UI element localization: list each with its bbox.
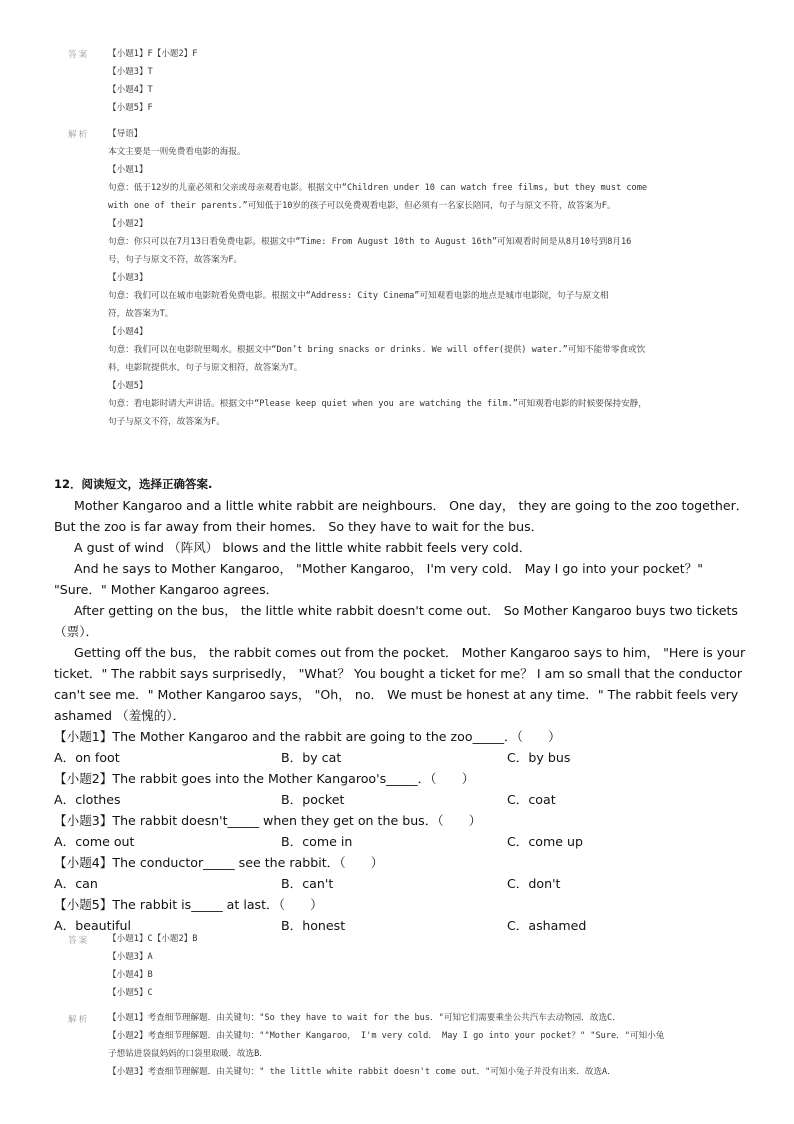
passage-paragraph: After getting on the bus， the little white rabbit doesn't come out． So Mother Kangaroo buys two tickets （票）． <box>54 603 738 639</box>
analysis-line: 【小题5】 <box>108 381 148 391</box>
passage-paragraph: Mother Kangaroo and a little white rabbit are neighbours． One day， they are going to the zoo together． But the zoo is far away from their homes． So they have to wait for the bus． <box>54 498 749 534</box>
analysis-line: 句意：我们可以在城市电影院看免费电影。根据文中“Address: City Cinema”可知观看电影的地点是城市电影院，句子与原文相 <box>108 291 609 301</box>
analysis-line: 句意：我们可以在电影院里喝水。根据文中“Don’t bring snacks or drinks. We will offer(提供) water.”可知不能带零食或饮 <box>108 345 646 355</box>
option-c: C．coat <box>507 792 556 807</box>
option-b: B．by cat <box>281 750 342 765</box>
analysis-line: 符，故答案为T。 <box>108 309 174 319</box>
sub-question-stem: 【小题4】The conductor_____ see the rabbit．（ ） <box>54 855 384 870</box>
option-a: A．beautiful <box>54 918 132 933</box>
sub-question-stem: 【小题3】The rabbit doesn't_____ when they get on the bus．（ ） <box>54 813 482 828</box>
sub-question-stem: 【小题5】The rabbit is_____ at last．（ ） <box>54 897 323 912</box>
option-c: C．ashamed <box>507 918 587 933</box>
analysis-line: 句意：你只可以在7月13日看免费电影。根据文中“Time: From August 10th to August 16th”可知观看时间是从8月10号到8月16 <box>108 237 632 247</box>
analysis-line: 子想钻进袋鼠妈妈的口袋里取暖．故选B． <box>108 1049 268 1059</box>
option-c: C．come up <box>507 834 584 849</box>
prev-analysis-block <box>108 125 748 431</box>
passage-paragraph: A gust of wind （阵风） blows and the little white rabbit feels very cold． <box>74 540 532 555</box>
option-c: C．don't <box>507 876 561 891</box>
analysis-line: 句意：看电影时请大声讲话。根据文中“Please keep quiet when you are watching the film.”可知观看电影的时候要保持安静， <box>108 399 647 409</box>
option-a: A．on foot <box>54 750 120 765</box>
option-b: B．can't <box>281 876 334 891</box>
analysis-line: 【导语】 <box>108 129 143 139</box>
analysis-line: 【小题3】 <box>108 273 148 283</box>
analysis-block <box>108 1009 748 1081</box>
analysis-line: 句意：低于12岁的儿童必须和父亲或母亲观看电影。根据文中“Children under 10 can watch free films, but they must come <box>108 183 648 193</box>
prev-analysis-label: 解析 <box>68 130 90 140</box>
option-b: B．pocket <box>281 792 345 807</box>
answer-label: 答案 <box>68 936 90 946</box>
analysis-line: 号，句子与原文不符，故答案为F。 <box>108 255 243 265</box>
option-a: A．can <box>54 876 98 891</box>
option-b: B．honest <box>281 918 346 933</box>
analysis-line: 料，电影院提供水，句子与原文相符，故答案为T。 <box>108 363 303 373</box>
analysis-label: 解析 <box>68 1015 90 1025</box>
prev-answer-line: 【小题3】T <box>108 67 153 77</box>
analysis-line: 【小题1】 <box>108 165 148 175</box>
prev-answer-label: 答案 <box>68 50 90 60</box>
prev-answer-line: 【小题1】F【小题2】F <box>108 49 198 59</box>
prev-answer-line: 【小题4】T <box>108 85 153 95</box>
sub-question-stem: 【小题1】The Mother Kangaroo and the rabbit are going to the zoo_____．（ ） <box>54 729 561 744</box>
passage-paragraph: And he says to Mother Kangaroo， "Mother Kangaroo， I'm very cold． May I go into your pocket？" "Sure．" Mother Kangaroo agrees． <box>54 561 704 597</box>
analysis-line: 【小题2】考查细节理解题．由关键句：""Mother Kangaroo， I'm very cold． May I go into your pocket？" "Sure．"可知小兔 <box>108 1031 665 1041</box>
analysis-line: 句子与原文不符，故答案为F。 <box>108 417 225 427</box>
option-row <box>54 873 754 894</box>
option-a: A．come out <box>54 834 135 849</box>
answer-line: 【小题3】A <box>108 952 153 962</box>
analysis-line: with one of their parents.”可知低于10岁的孩子可以免费观看电影，但必须有一名家长陪同，句子与原文不符，故答案为F。 <box>108 201 616 211</box>
option-row <box>54 747 754 768</box>
question-title: 12．阅读短文，选择正确答案. <box>54 477 213 491</box>
answer-line: 【小题1】C【小题2】B <box>108 934 198 944</box>
answer-block <box>108 930 748 1002</box>
passage-paragraph: Getting off the bus， the rabbit comes out from the pocket． Mother Kangaroo says to him， "Here is your ticket．" The rabbit says surprisedly， "What？ You bought a ticket for me？ I am so small that the conductor can't see me．" Mother Kangaroo says， "Oh， no． We must be honest at any time．" The rabbit feels very ashamed （羞愧的）． <box>54 645 746 723</box>
analysis-line: 本文主要是一则免费看电影的海报。 <box>108 147 246 157</box>
option-row <box>54 789 754 810</box>
analysis-line: 【小题4】 <box>108 327 148 337</box>
answer-line: 【小题4】B <box>108 970 153 980</box>
sub-question-stem: 【小题2】The rabbit goes into the Mother Kangaroo's_____．（ ） <box>54 771 475 786</box>
analysis-line: 【小题3】考查细节理解题．由关键句：" the little white rabbit doesn't come out．"可知小兔子并没有出来．故选A． <box>108 1067 616 1077</box>
prev-answer-line: 【小题5】F <box>108 103 153 113</box>
option-row <box>54 831 754 852</box>
question-12 <box>54 474 754 936</box>
option-c: C．by bus <box>507 750 571 765</box>
analysis-line: 【小题1】考查细节理解题．由关键句："So they have to wait for the bus．"可知它们需要乘坐公共汽车去动物园．故选C． <box>108 1013 621 1023</box>
answer-line: 【小题5】C <box>108 988 153 998</box>
option-a: A．clothes <box>54 792 121 807</box>
option-b: B．come in <box>281 834 353 849</box>
prev-answer-block <box>108 45 748 117</box>
analysis-line: 【小题2】 <box>108 219 148 229</box>
